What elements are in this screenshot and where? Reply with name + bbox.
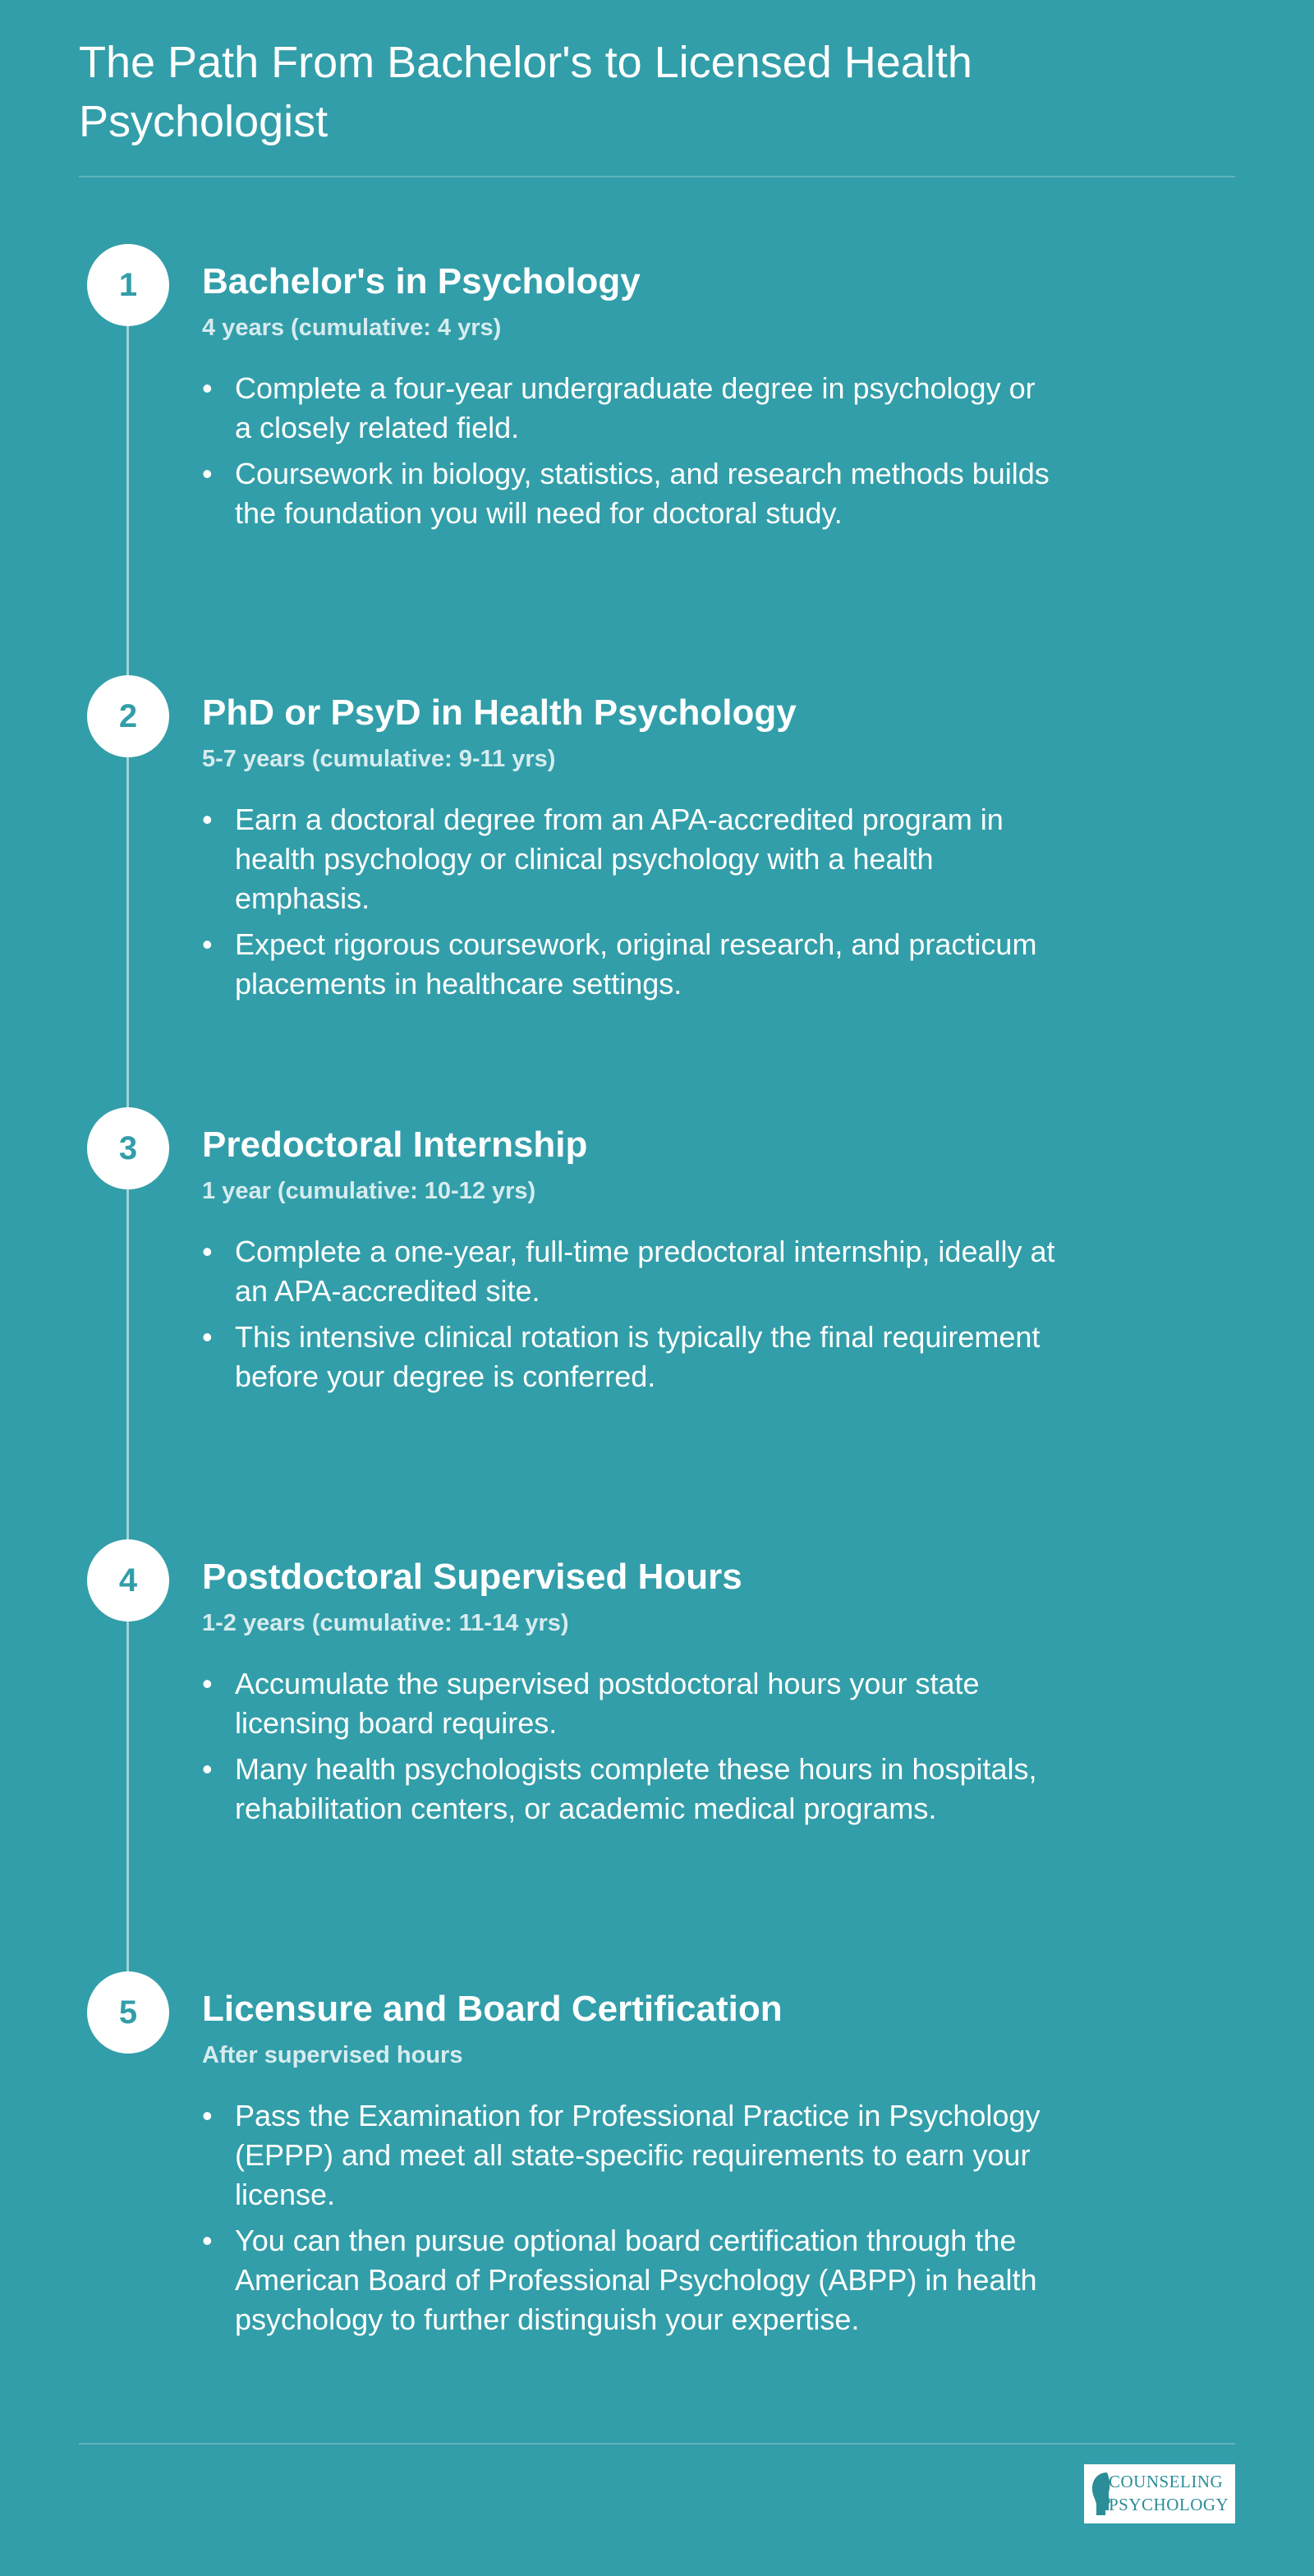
step-bullet-list <box>202 369 1056 540</box>
step-bullet <box>202 2221 1056 2339</box>
bullet-dot-icon: • <box>202 1667 213 1700</box>
bullet-text: Coursework in biology, statistics, and research methods builds the foundation you will need for doctoral study. <box>235 457 1050 530</box>
step-bullet <box>202 2096 1056 2215</box>
head-silhouette-icon <box>1089 2469 1110 2517</box>
step-bullet <box>202 1664 1056 1743</box>
bullet-text: Expect rigorous coursework, original research, and practicum placements in healthcare settings. <box>235 927 1037 1000</box>
step-title: Predoctoral Internship <box>202 1125 588 1165</box>
footer-divider <box>79 2443 1235 2445</box>
step-number-badge: 2 <box>87 675 169 757</box>
bullet-dot-icon: • <box>202 457 213 490</box>
bullet-text: Complete a four-year undergraduate degree in psychology or a closely related field. <box>235 371 1036 444</box>
bullet-dot-icon: • <box>202 1752 213 1786</box>
step-duration: 5-7 years (cumulative: 9-11 yrs) <box>202 746 556 772</box>
page-title: The Path From Bachelor's to Licensed Health Psychologist <box>79 38 972 146</box>
bullet-dot-icon: • <box>202 803 213 836</box>
bullet-text: You can then pursue optional board certification through the American Board of Professional Psychology (ABPP) in health psychology to further distinguish your expertise. <box>235 2224 1037 2336</box>
bullet-text: This intensive clinical rotation is typically the final requirement before your degree is conferred. <box>235 1320 1041 1393</box>
step-number-badge: 3 <box>87 1107 169 1189</box>
bullet-text: Earn a doctoral degree from an APA-accredited program in health psychology or clinical psychology with a health emphasis. <box>235 803 1004 915</box>
step-bullet-list <box>202 800 1056 1010</box>
bullet-dot-icon: • <box>202 1320 213 1354</box>
step-title: Licensure and Board Certification <box>202 1989 783 2029</box>
step-duration: 1 year (cumulative: 10-12 yrs) <box>202 1178 536 1204</box>
bullet-text: Many health psychologists complete these hours in hospitals, rehabilitation centers, or academic medical programs. <box>235 1752 1037 1825</box>
counseling-psychology-logo <box>1084 2464 1235 2523</box>
bullet-text: Pass the Examination for Professional Practice in Psychology (EPPP) and meet all state-specific requirements to earn your license. <box>235 2099 1041 2211</box>
bullet-dot-icon: • <box>202 927 213 961</box>
step-number-badge: 4 <box>87 1539 169 1622</box>
step-bullet <box>202 454 1056 533</box>
step-duration: After supervised hours <box>202 2042 463 2068</box>
step-bullet <box>202 925 1056 1004</box>
step-bullet <box>202 1232 1056 1311</box>
step-bullet-list <box>202 1232 1056 1403</box>
header-divider <box>79 176 1235 177</box>
bullet-dot-icon: • <box>202 371 213 405</box>
bullet-dot-icon: • <box>202 1235 213 1268</box>
step-duration: 1-2 years (cumulative: 11-14 yrs) <box>202 1610 569 1636</box>
bullet-text: Complete a one-year, full-time predoctoral internship, ideally at an APA-accredited site. <box>235 1235 1055 1308</box>
step-bullet <box>202 369 1056 448</box>
step-bullet <box>202 800 1056 918</box>
bullet-text: Accumulate the supervised postdoctoral hours your state licensing board requires. <box>235 1667 980 1740</box>
step-number-badge: 5 <box>87 1971 169 2054</box>
step-bullet-list <box>202 2096 1056 2346</box>
step-title: Postdoctoral Supervised Hours <box>202 1557 742 1597</box>
step-number-badge: 1 <box>87 244 169 326</box>
step-title: Bachelor's in Psychology <box>202 261 641 301</box>
logo-line1: COUNSELING <box>1109 2472 1224 2491</box>
step-bullet <box>202 1318 1056 1396</box>
step-bullet <box>202 1750 1056 1828</box>
logo-line2: PSYCHOLOGY <box>1109 2495 1229 2514</box>
step-title: PhD or PsyD in Health Psychology <box>202 692 797 733</box>
bullet-dot-icon: • <box>202 2224 213 2257</box>
step-duration: 4 years (cumulative: 4 yrs) <box>202 315 502 341</box>
step-bullet-list <box>202 1664 1056 1835</box>
bullet-dot-icon: • <box>202 2099 213 2132</box>
